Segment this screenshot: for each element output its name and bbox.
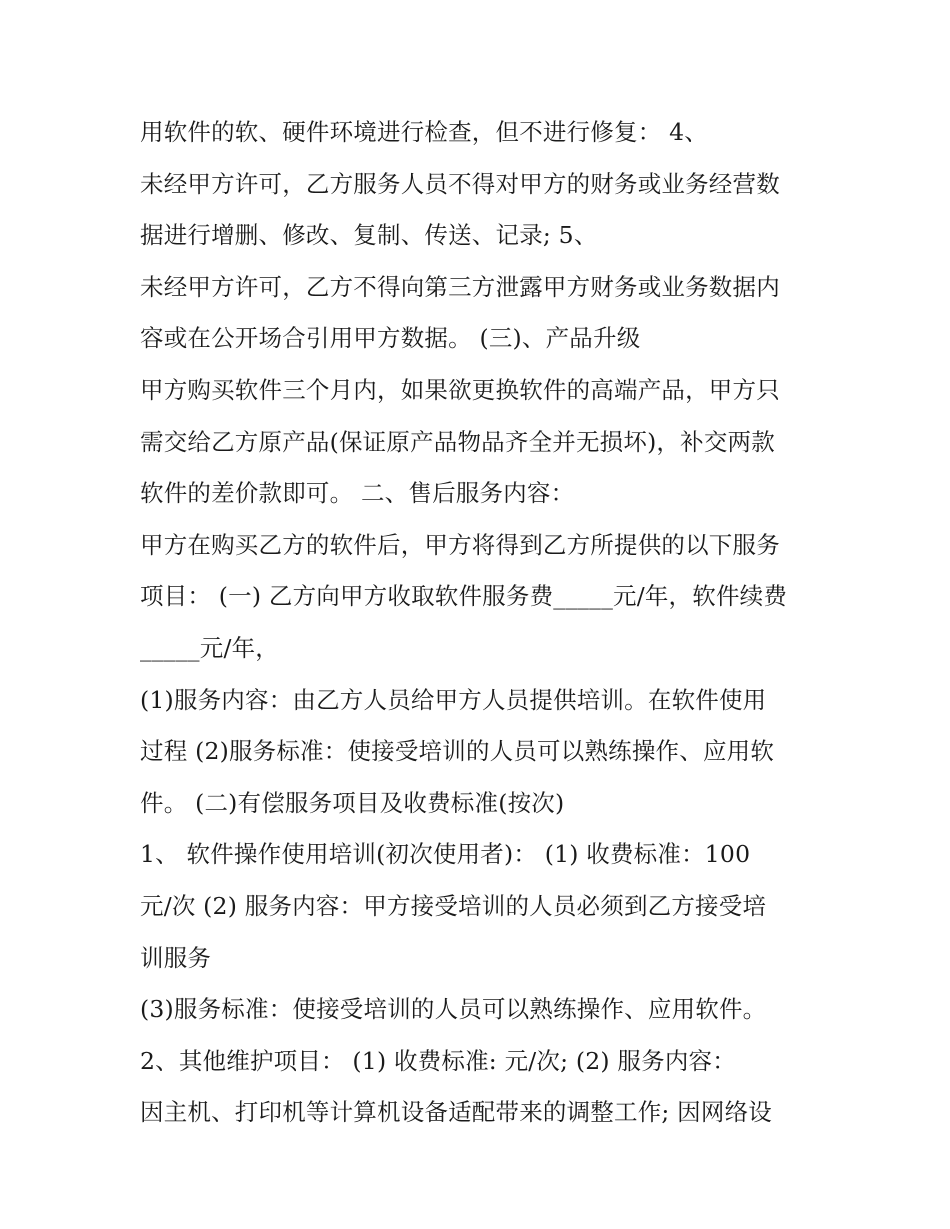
text-line: 未经甲方许可，乙方不得向第三方泄露甲方财务或业务数据内	[140, 272, 780, 301]
text-line: 元/次 (2) 服务内容：甲方接受培训的人员必须到乙方接受培	[140, 891, 767, 920]
text-line: 容或在公开场合引用甲方数据。 (三)、产品升级	[140, 324, 641, 353]
text-line: (3)服务标准：使接受培训的人员可以熟练操作、应用软件。	[140, 995, 767, 1024]
text-line: 过程 (2)服务标准：使接受培训的人员可以熟练操作、应用软	[140, 737, 775, 766]
text-line: 因主机、打印机等计算机设备适配带来的调整工作; 因网络设	[140, 1098, 772, 1127]
text-line: 据进行增删、修改、复制、传送、记录; 5、	[140, 221, 598, 250]
text-line: 需交给乙方原产品(保证原产品物品齐全并无损坏)，补交两款	[140, 427, 775, 456]
text-line: 项目： (一) 乙方向甲方收取软件服务费_____元/年，软件续费	[140, 582, 788, 611]
text-line: 2、其他维护项目： (1) 收费标准: 元/次; (2) 服务内容：	[140, 1046, 736, 1075]
text-line: 1、 软件操作使用培训(初次使用者)： (1) 收费标准：100	[140, 840, 751, 869]
text-line: 甲方在购买乙方的软件后，甲方将得到乙方所提供的以下服务	[140, 530, 780, 559]
text-line: 用软件的软、硬件环境进行检查，但不进行修复： 4、	[140, 118, 708, 146]
text-line: (1)服务内容：由乙方人员给甲方人员提供培训。在软件使用	[140, 685, 767, 714]
document-body	[140, 107, 830, 1139]
text-line: 甲方购买软件三个月内，如果欲更换软件的高端产品，甲方只	[140, 375, 780, 404]
text-line: 未经甲方许可，乙方服务人员不得对甲方的财务或业务经营数	[140, 169, 780, 198]
text-line: 软件的差价款即可。 二、售后服务内容：	[140, 479, 575, 508]
text-line: 训服务	[140, 943, 212, 972]
text-line: _____元/年，	[140, 633, 279, 662]
text-line: 件。 (二)有偿服务项目及收费标准(按次)	[140, 788, 565, 817]
